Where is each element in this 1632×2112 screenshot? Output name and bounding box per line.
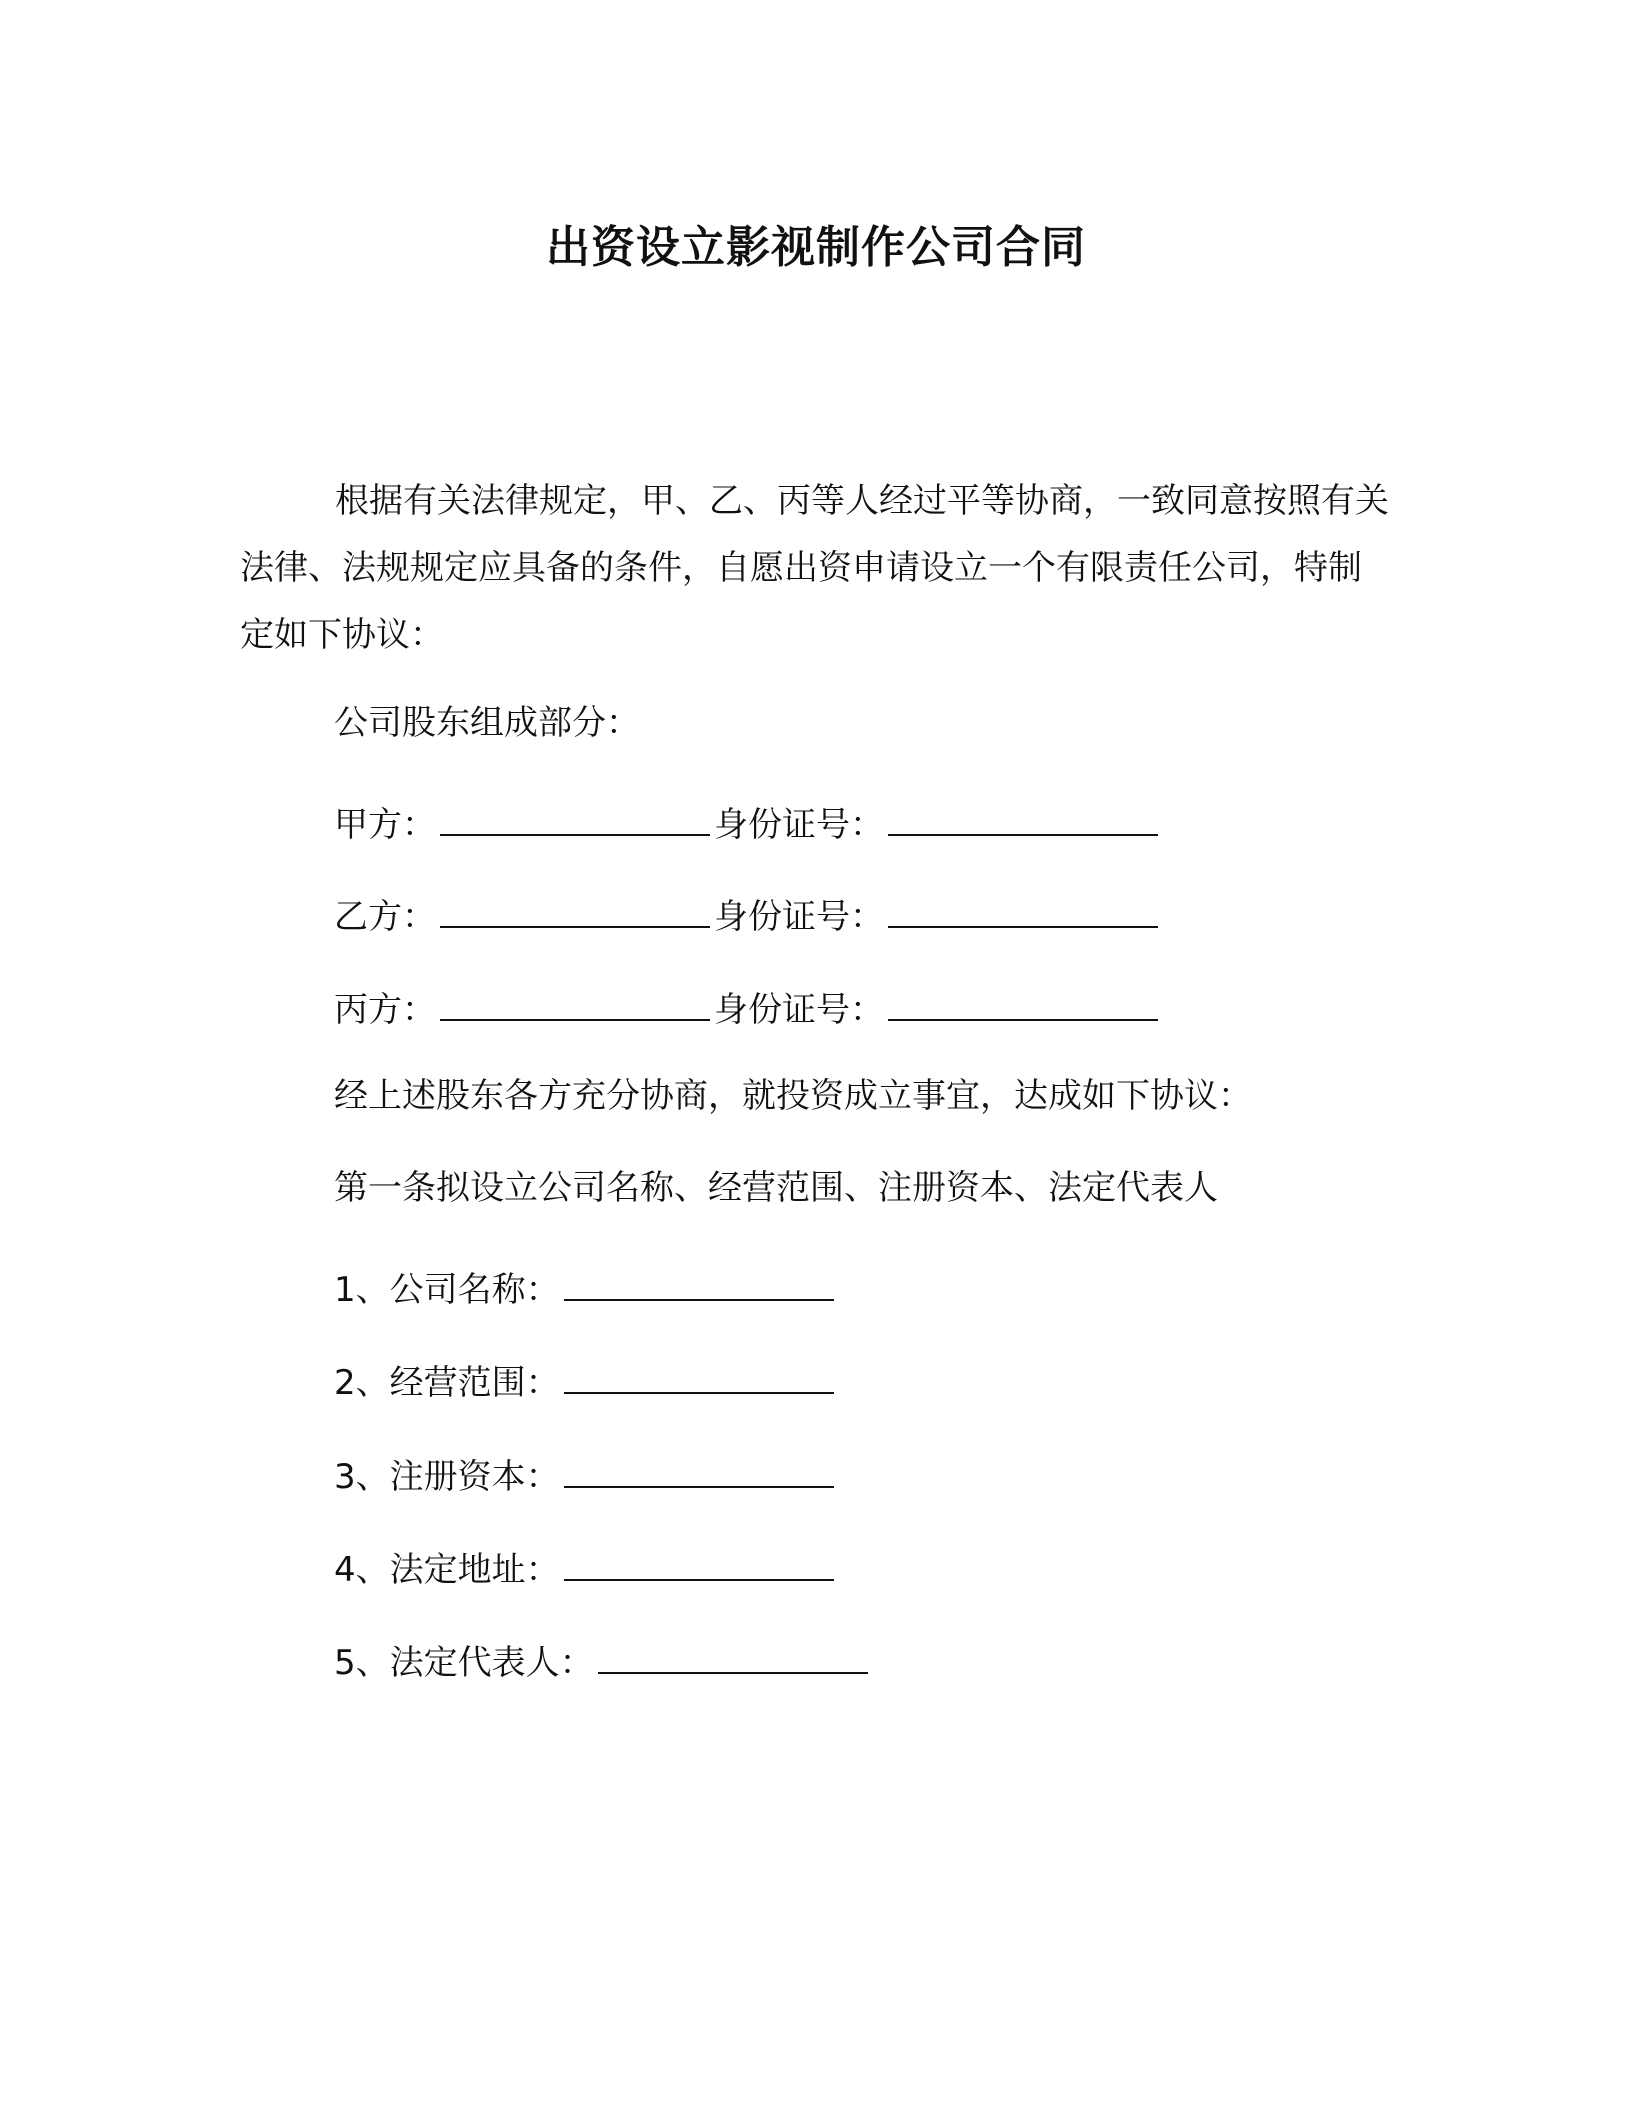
item-registered-capital: [334, 1452, 838, 1500]
id-number-blank: [888, 985, 1158, 1021]
party-name-blank: [440, 892, 710, 928]
item-blank: [598, 1638, 868, 1674]
shareholders-heading: 公司股东组成部分：: [334, 703, 640, 743]
item-legal-representative: [334, 1638, 872, 1686]
intro-paragraph: 根据有关法律规定，甲、乙、丙等人经过平等协商，一致同意按照有关法律、法规规定应具备的条件，自愿出资申请设立一个有限责任公司，特制定如下协议：: [240, 481, 1389, 655]
item-label: 5、法定代表人：: [334, 1643, 594, 1683]
item-label: 3、注册资本：: [334, 1457, 560, 1497]
party-label: 乙方：: [334, 897, 436, 937]
id-number-label: 身份证号：: [714, 897, 884, 937]
item-label: 2、经营范围：: [334, 1363, 560, 1403]
item-company-name: [334, 1265, 838, 1313]
id-number-blank: [888, 800, 1158, 836]
document-title: 出资设立影视制作公司合同: [546, 222, 1086, 273]
item-blank: [564, 1452, 834, 1488]
item-blank: [564, 1265, 834, 1301]
item-label: 1、公司名称：: [334, 1270, 560, 1310]
agreement-statement: 经上述股东各方充分协商，就投资成立事宜，达成如下协议：: [334, 1076, 1252, 1116]
item-label: 4、法定地址：: [334, 1550, 560, 1590]
party-line-bing: [334, 985, 1162, 1033]
id-number-blank: [888, 892, 1158, 928]
party-label: 丙方：: [334, 990, 436, 1030]
party-name-blank: [440, 985, 710, 1021]
party-line-yi: [334, 892, 1162, 940]
item-legal-address: [334, 1545, 838, 1593]
party-name-blank: [440, 800, 710, 836]
party-label: 甲方：: [334, 805, 436, 845]
item-blank: [564, 1545, 834, 1581]
item-blank: [564, 1358, 834, 1394]
id-number-label: 身份证号：: [714, 805, 884, 845]
item-business-scope: [334, 1358, 838, 1406]
id-number-label: 身份证号：: [714, 990, 884, 1030]
article-one-heading: 第一条拟设立公司名称、经营范围、注册资本、法定代表人: [334, 1168, 1218, 1208]
party-line-jia: [334, 800, 1162, 848]
